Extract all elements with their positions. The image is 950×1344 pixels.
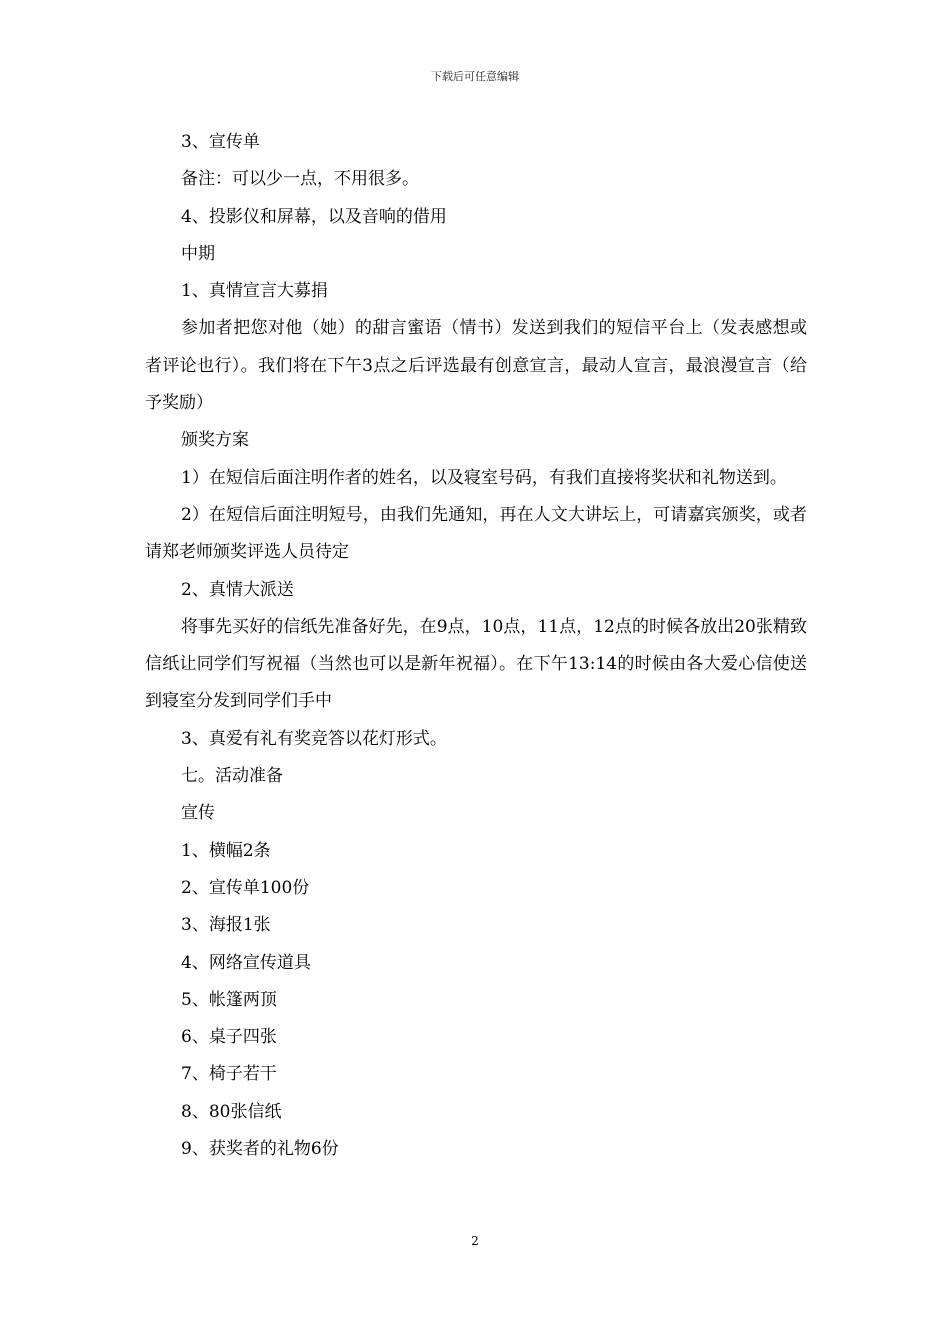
paragraph: 3、宣传单: [181, 132, 260, 152]
paragraph: 8、80张信纸: [181, 1101, 282, 1122]
paragraph: 中期: [181, 243, 215, 264]
document-body: [145, 124, 807, 1168]
paragraph: 将事先买好的信纸先准备好先，在9点，10点，11点，12点的时候各放出20张精致信纸让同学们写祝福（当然也可以是新年祝福）。在下午13:14的时候由各大爱心信使送到寝室分发到同学们手中: [145, 616, 807, 712]
paragraph: 2、真情大派送: [181, 579, 294, 600]
page-header: 下载后可任意编辑: [431, 70, 519, 83]
paragraph: 3、真爱有礼有奖竞答以花灯形式。: [181, 728, 447, 749]
paragraph: 4、网络宣传道具: [181, 952, 311, 973]
paragraph: 2）在短信后面注明短号，由我们先通知，再在人文大讲坛上，可请嘉宾颁奖，或者请郑老师颁奖评选人员待定: [145, 504, 807, 563]
paragraph: 宣传: [181, 803, 215, 824]
paragraph: 6、桌子四张: [181, 1027, 277, 1048]
paragraph: 七。活动准备: [181, 766, 283, 787]
page-number: 2: [471, 1234, 479, 1248]
paragraph: 1、横幅2条: [181, 840, 271, 861]
paragraph: 4、投影仪和屏幕，以及音响的借用: [181, 206, 447, 227]
paragraph: 9、获奖者的礼物6份: [181, 1139, 339, 1160]
paragraph: 5、帐篷两顶: [181, 989, 277, 1010]
paragraph: 1）在短信后面注明作者的姓名，以及寝室号码，有我们直接将奖状和礼物送到。: [181, 467, 787, 488]
paragraph: 3、海报1张: [181, 915, 271, 936]
paragraph: 参加者把您对他（她）的甜言蜜语（情书）发送到我们的短信平台上（发表感想或者评论也行）。我们将在下午3点之后评选最有创意宣言，最动人宣言，最浪漫宣言（给予奖励）: [145, 318, 807, 414]
paragraph: 2、宣传单100份: [181, 877, 310, 898]
paragraph: 颁奖方案: [181, 430, 249, 451]
paragraph: 7、椅子若干: [181, 1064, 277, 1085]
paragraph: 1、真情宣言大募捐: [181, 281, 328, 302]
paragraph: 备注：可以少一点，不用很多。: [181, 169, 419, 190]
